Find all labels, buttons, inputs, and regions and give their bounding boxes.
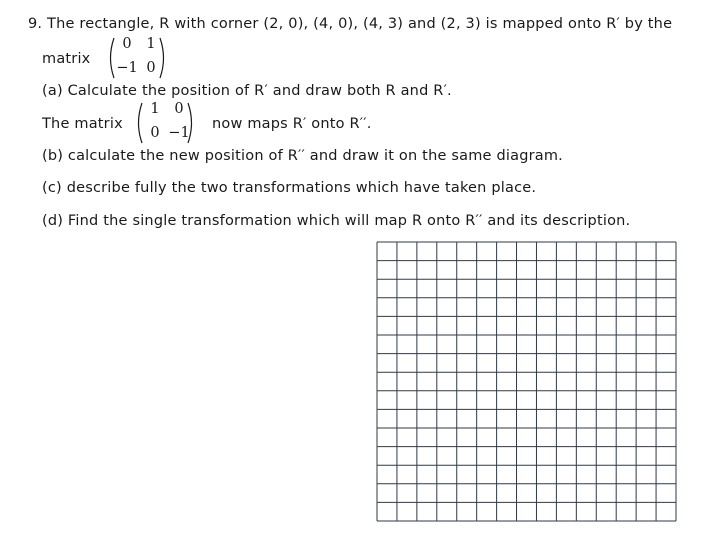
- matrix-1-c: −1: [116, 60, 138, 76]
- matrix-2-a: 1: [150, 101, 160, 117]
- part-b: (b) calculate the new position of R′′ and draw it on the same diagram.: [42, 148, 563, 164]
- matrix-1-b: 1: [146, 36, 156, 52]
- matrix-2-suffix: now maps R′ onto R′′.: [212, 116, 372, 132]
- matrix-label-1: matrix: [42, 51, 91, 67]
- part-a: (a) Calculate the position of R′ and draw both R and R′.: [42, 83, 452, 99]
- matrix-2-c: 0: [150, 125, 160, 141]
- part-d: (d) Find the single transformation which will map R onto R′′ and its description.: [42, 213, 631, 229]
- part-c: (c) describe fully the two transformations which have taken place.: [42, 180, 537, 196]
- matrix-2-d: −1: [168, 125, 190, 141]
- matrix-label-2: The matrix: [42, 116, 123, 132]
- matrix-1-a: 0: [122, 36, 132, 52]
- matrix-2-b: 0: [174, 101, 184, 117]
- matrix-1-d: 0: [146, 60, 156, 76]
- question-intro: 9. The rectangle, R with corner (2, 0), (4, 0), (4, 3) and (2, 3) is mapped onto R′ by the: [28, 16, 673, 32]
